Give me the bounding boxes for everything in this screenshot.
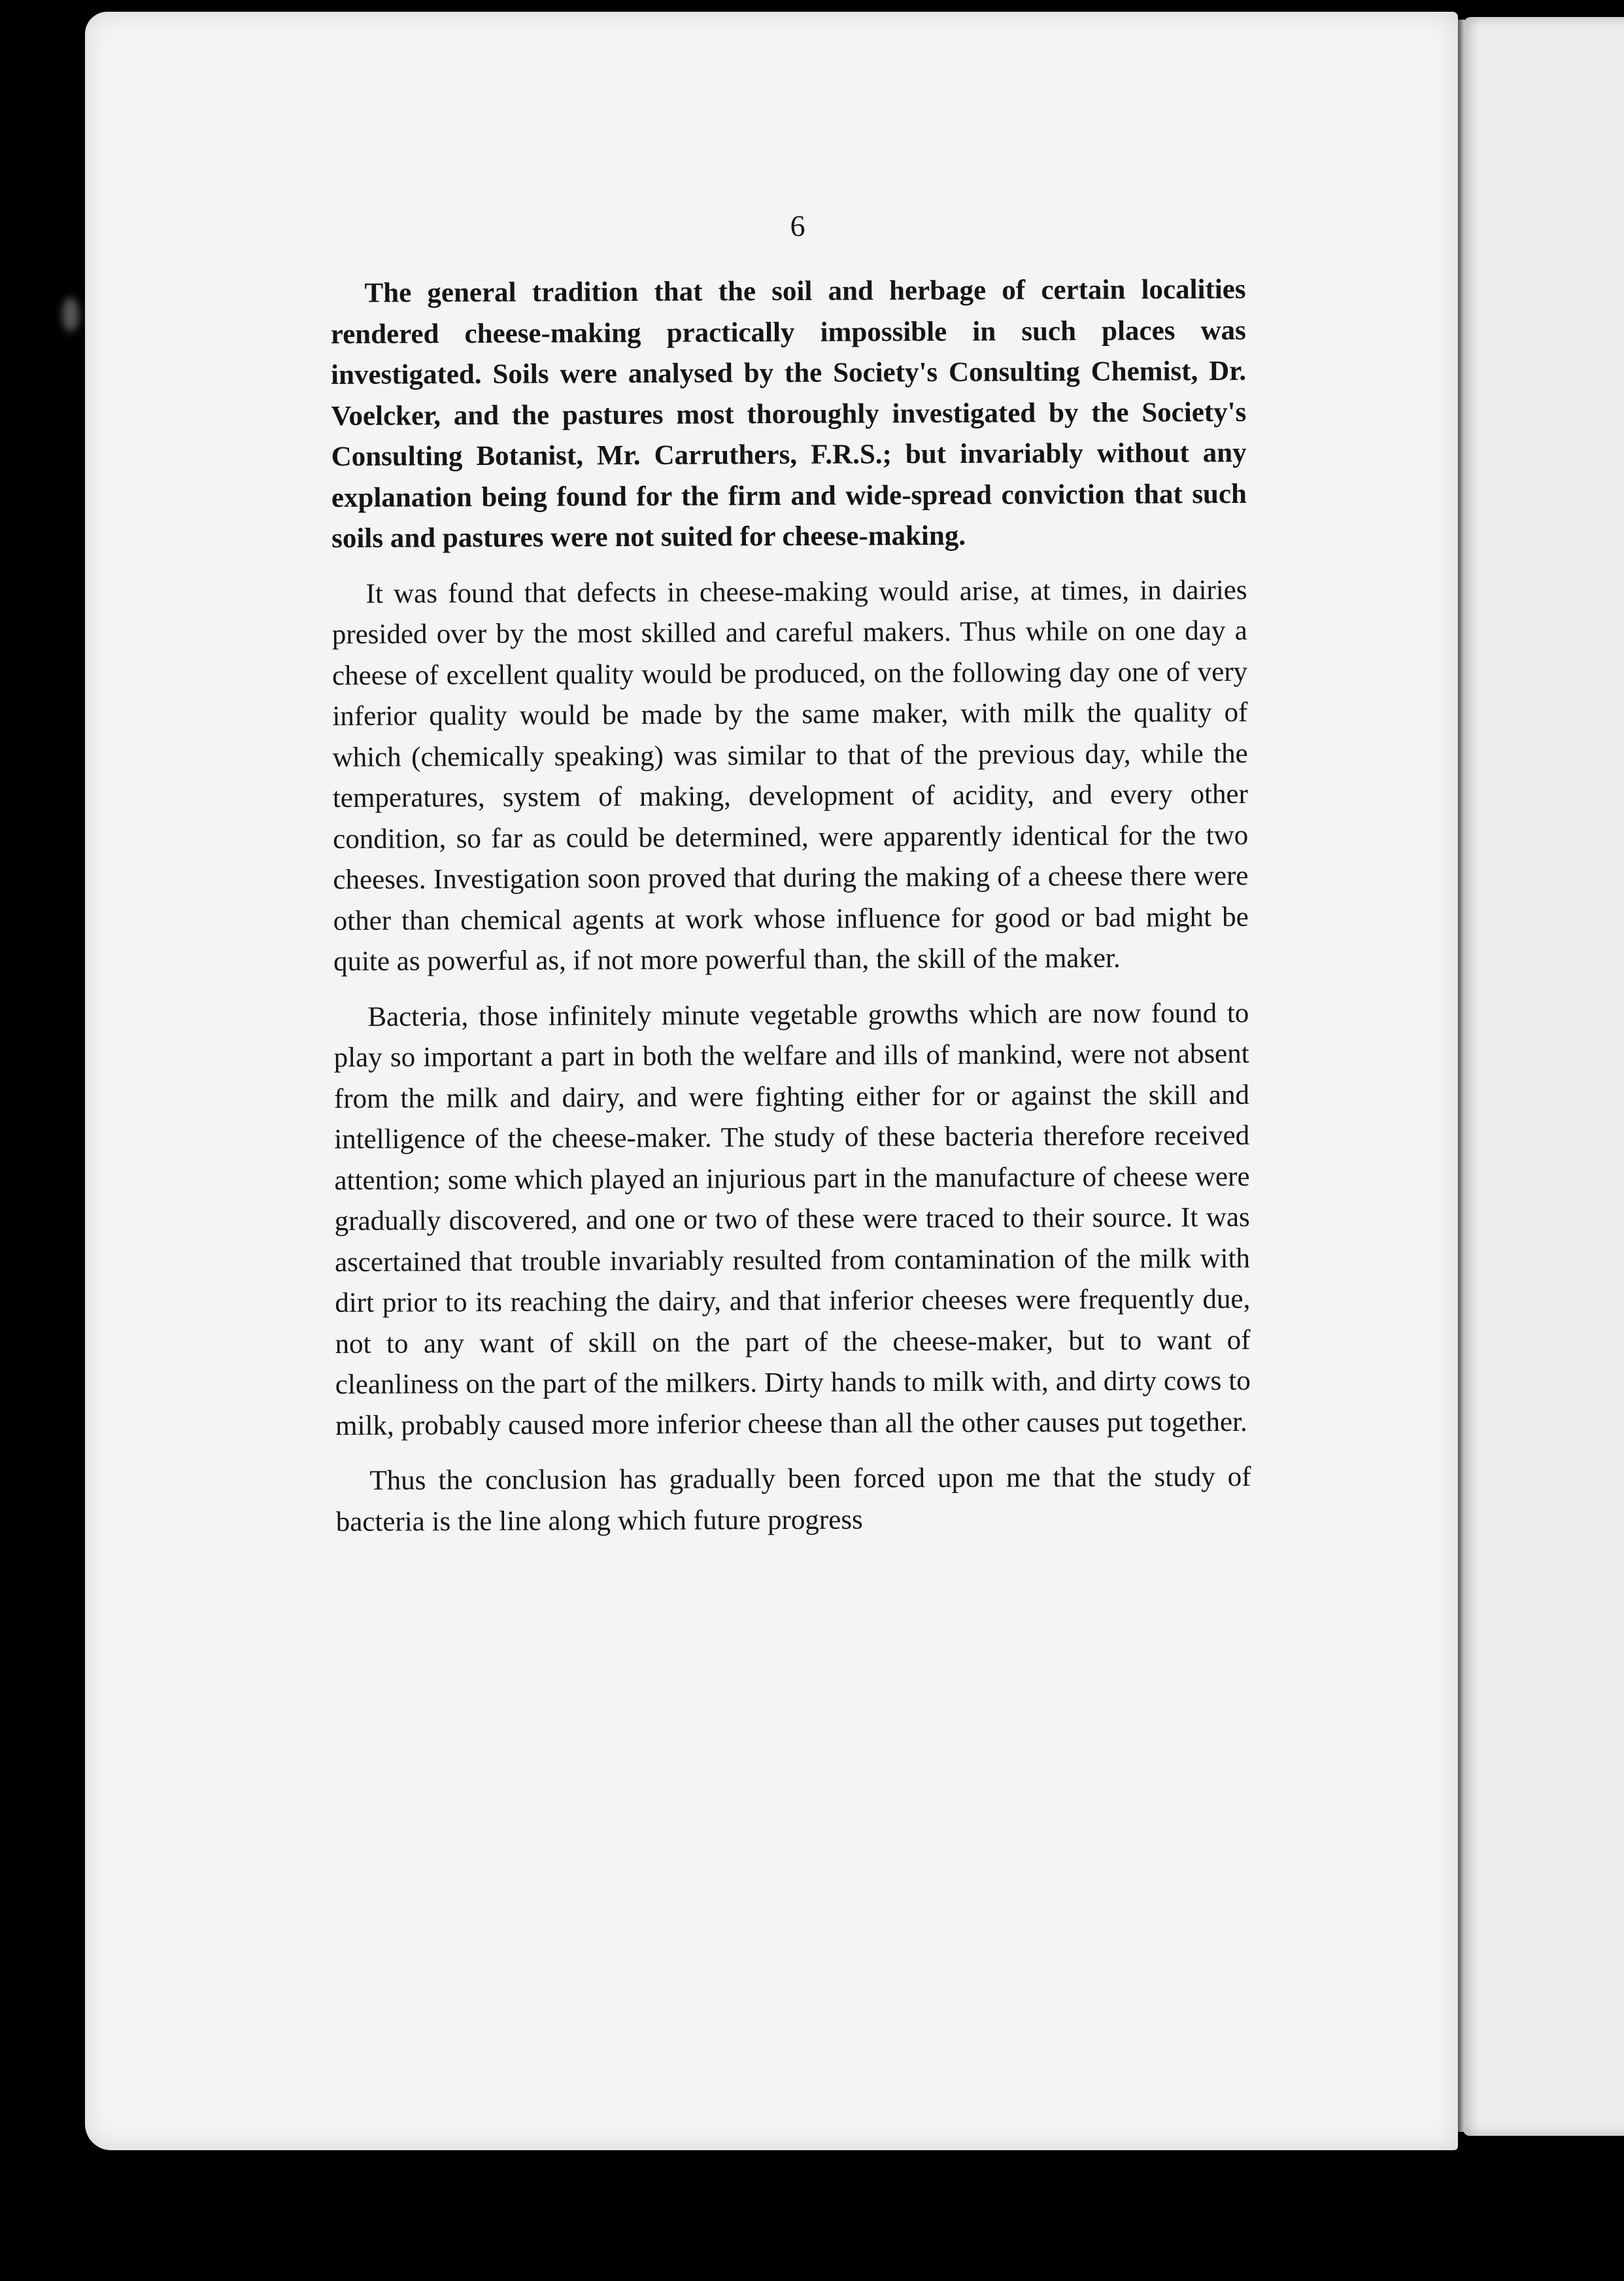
paragraph-conclusion: Thus the conclusion has gradually been forced upon me that the study of bacteria is the line along which future progress xyxy=(335,1461,1251,1537)
paragraph-defects: It was found that defects in cheese-making would arise, at times, in dairies presided over by the most skilled and careful makers. Thus while on one day a cheese of excellent quality would be produced, on the following day one of very inferior quality would be made by the same maker, with milk the quality of which (chemically speaking) was similar to that of the previous day, while the temperatures, system of making, development of acidity, and every other condition, so far as could be determined, were apparently identical for the two cheeses. Investigation soon proved that during the making of a cheese there were other than chemical agents at work whose influence for good or bad might be quite as powerful as, if not more powerful than, the skill of the maker. xyxy=(331,574,1249,977)
paragraph-soil-herbage: The general tradition that the soil and herbage of certain localities rendered cheese-making practically impossible in such places was investigated. Soils were analysed by the Society's Consulting Chemist, Dr. Voelcker, and the pastures most thoroughly investigated by the Society's Consulting Botanist, Mr. Carruthers, F.R.S.; but invariably without any explanation being found for the firm and wide-spread conviction that such soils and pastures were not suited for cheese-making. xyxy=(330,273,1247,554)
facing-page-edge xyxy=(1463,17,1624,2136)
page-number: 6 xyxy=(790,209,805,243)
page-text xyxy=(330,205,1251,1557)
paragraph-bacteria: Bacteria, those infinitely minute vegetable growths which are now found to play so important a part in both the welfare and ills of mankind, were not absent from the milk and dairy, and were fighting either for or against the skill and intelligence of the cheese-maker. The study of these bacteria therefore received attention; some which played an injurious part in the manufacture of cheese were gradually discovered, and one or two of these were traced to their source. It was ascertained that trouble invariably resulted from contamination of the milk with dirt prior to its reaching the dairy, and that inferior cheeses were frequently due, not to any want of skill on the part of the cheese-maker, but to want of cleanliness on the part of the milkers. Dirty hands to milk with, and dirty cows to milk, probably caused more inferior cheese than all the other causes put together. xyxy=(333,997,1251,1441)
scan-speck xyxy=(62,298,79,332)
